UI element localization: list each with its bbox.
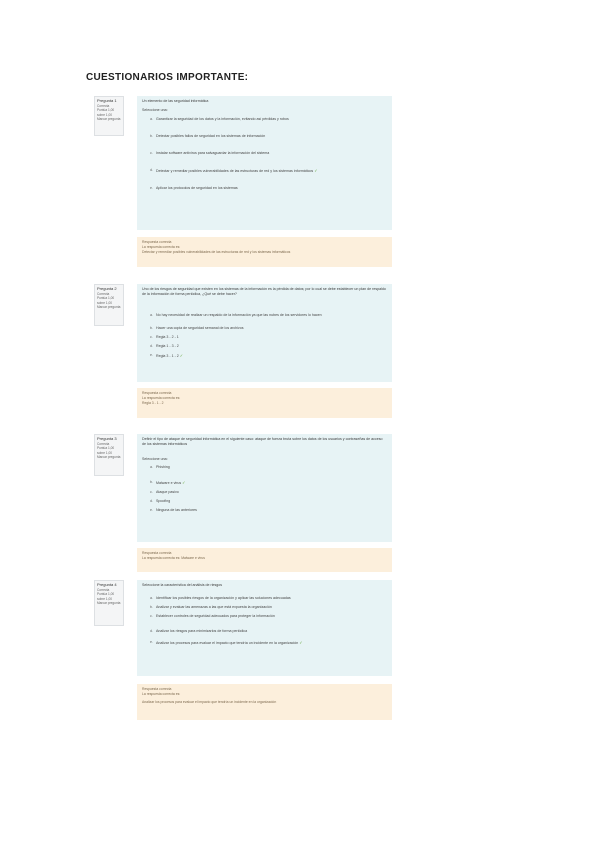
flag-question-link[interactable]: Marcar pregunta <box>97 601 121 606</box>
option-text: Phishing <box>156 465 170 469</box>
question-grade: Puntúa 1,00 sobre 1,00 <box>97 108 115 117</box>
option-text: Analizar los riesgos para minimizarlos de forma periódica <box>156 629 248 633</box>
answer-option[interactable] <box>150 605 387 610</box>
question-number: Pregunta 4 <box>97 582 117 587</box>
option-letter: c. <box>150 614 153 618</box>
question-content <box>137 96 392 230</box>
flag-question-link[interactable]: Marcar pregunta <box>97 455 121 460</box>
question-content <box>137 580 392 676</box>
question-prompt: Seleccione una: <box>142 108 168 112</box>
option-letter: e. <box>150 186 153 190</box>
option-text: Regla 3 - 1 - 2 <box>156 354 179 358</box>
option-letter: e. <box>150 508 153 512</box>
option-letter: c. <box>150 335 153 339</box>
checkmark-icon: ✓ <box>314 168 318 173</box>
option-text: Establecer controles de seguridad adecuados para proteger la información <box>156 614 275 618</box>
option-text: Ataque pasivo <box>156 490 179 494</box>
answer-option[interactable] <box>150 134 387 139</box>
option-text: Aplicar los protocolos de seguridad en los sistemas <box>156 186 238 190</box>
question-1 <box>94 96 392 276</box>
option-text: Regla 3 - 2 - 1 <box>156 335 179 339</box>
flag-question-link[interactable]: Marcar pregunta <box>97 117 121 122</box>
feedback-status: Respuesta correcta <box>142 391 172 395</box>
option-letter: d. <box>150 168 153 172</box>
checkmark-icon: ✓ <box>299 640 303 645</box>
option-letter: b. <box>150 134 153 138</box>
option-text: Hacer una copia de seguridad semanal de los archivos <box>156 326 244 330</box>
option-letter: a. <box>150 117 153 121</box>
answer-option[interactable] <box>150 614 387 619</box>
flag-question-link[interactable]: Marcar pregunta <box>97 305 121 310</box>
question-info <box>94 580 124 626</box>
option-letter: a. <box>150 313 153 317</box>
option-letter: a. <box>150 465 153 469</box>
question-text: Definir el tipo de ataque de seguridad informática en el siguiente caso: ataque de fuerza bruta sobre los datos de los usuarios y contraseñas de acceso de los sistemas informáticos <box>142 437 383 446</box>
page-title: CUESTIONARIOS IMPORTANTE: <box>86 72 249 83</box>
answer-option[interactable] <box>150 151 387 156</box>
option-letter: a. <box>150 596 153 600</box>
question-text: Uno de los riesgos de seguridad que existen en los sistemas de la información es la pérdida de datos; por lo cual se debe establecer un plan de respaldo de la información de forma periódica, ¿Qué se debe hacer? <box>142 287 386 296</box>
answer-option[interactable] <box>150 313 387 318</box>
question-info <box>94 96 124 136</box>
checkmark-icon: ✓ <box>182 480 186 485</box>
option-text: Malware e virus <box>156 481 182 485</box>
question-prompt: Seleccione una: <box>142 457 168 461</box>
answer-option[interactable] <box>150 480 387 486</box>
option-text: Analizar los procesos para evaluar el impacto que tendría un incidente en la organización <box>156 641 299 645</box>
question-text: Seleccione la característica del análisis de riesgos <box>142 583 223 587</box>
option-text: Regla 1 - 3 - 2 <box>156 344 179 348</box>
answer-option[interactable] <box>150 508 387 513</box>
feedback-answer: Analizar los procesos para evaluar el impacto que tendría un incidente en la organización <box>142 700 277 704</box>
question-info <box>94 284 124 326</box>
question-2 <box>94 284 392 420</box>
answer-option[interactable] <box>150 335 387 340</box>
option-text: No hay necesidad de realizar un respaldo de la información ya que las nubes de los servidores lo hacen <box>156 313 322 317</box>
question-feedback <box>137 237 392 267</box>
option-text: Ninguna de las anteriores <box>156 508 197 512</box>
option-letter: d. <box>150 629 153 633</box>
question-number: Pregunta 1 <box>97 98 117 103</box>
question-state: Correcta <box>97 103 110 108</box>
answer-option[interactable] <box>150 168 387 174</box>
question-text: Un elemento de las seguridad informática <box>142 99 209 103</box>
feedback-answer: La respuesta correcta es: Malware e virus <box>142 556 205 560</box>
option-text: Garantizar la seguridad de los datos y la información, evitando así pérdidas y robos <box>156 117 289 121</box>
answer-option[interactable] <box>150 490 387 495</box>
checkmark-icon: ✓ <box>179 353 184 358</box>
question-number: Pregunta 3 <box>97 436 117 441</box>
option-letter: b. <box>150 605 153 609</box>
question-grade: Puntúa 1,00 sobre 1,00 <box>97 446 115 455</box>
feedback-status: Respuesta correcta <box>142 240 172 244</box>
option-text: Detectar posibles fallos de seguridad en los sistemas de información <box>156 134 266 138</box>
question-content <box>137 284 392 382</box>
feedback-answer: Regla 3 - 1 - 2 <box>142 401 164 405</box>
answer-option[interactable] <box>150 596 387 601</box>
option-letter: b. <box>150 480 153 484</box>
question-grade: Puntúa 1,00 sobre 1,00 <box>97 592 115 601</box>
answer-option[interactable] <box>150 353 387 359</box>
option-text: Analizar y evaluar las amenazas a las que está expuesta la organización <box>156 605 272 609</box>
option-letter: e. <box>150 353 153 357</box>
option-text: Identificar los posibles riesgos de la organización y aplicar las soluciones adecuadas <box>156 596 291 600</box>
question-feedback <box>137 684 392 720</box>
question-4 <box>94 580 392 722</box>
answer-option[interactable] <box>150 186 387 191</box>
answer-option[interactable] <box>150 465 387 470</box>
feedback-label: La respuesta correcta es: <box>142 396 181 400</box>
question-feedback <box>137 388 392 418</box>
option-letter: b. <box>150 326 153 330</box>
question-content <box>137 434 392 542</box>
answer-option[interactable] <box>150 629 387 634</box>
feedback-answer: Detectar y remediar posibles vulnerabilidades de las estructuras de red y los sistemas informáticos <box>142 250 291 254</box>
feedback-label: La respuesta correcta es: <box>142 692 181 696</box>
answer-option[interactable] <box>150 344 387 349</box>
question-state: Correcta <box>97 291 110 296</box>
question-3 <box>94 434 392 572</box>
option-letter: c. <box>150 490 153 494</box>
option-letter: c. <box>150 151 153 155</box>
question-state: Correcta <box>97 587 110 592</box>
option-text: Spoofing <box>156 499 171 503</box>
option-text: Instalar software antivirus para salvaguardar la información del sistema <box>156 151 270 155</box>
answer-option[interactable] <box>150 117 387 122</box>
option-letter: d. <box>150 499 153 503</box>
feedback-status: Respuesta correcta <box>142 687 172 691</box>
answer-option[interactable] <box>150 326 387 331</box>
feedback-label: La respuesta correcta es: <box>142 245 181 249</box>
answer-option[interactable] <box>150 640 387 646</box>
question-state: Correcta <box>97 441 110 446</box>
question-feedback <box>137 548 392 572</box>
question-info <box>94 434 124 476</box>
feedback-status: Respuesta correcta <box>142 551 172 555</box>
question-grade: Puntúa 1,00 sobre 1,00 <box>97 296 115 305</box>
option-letter: e. <box>150 640 153 644</box>
option-text: Detectar y remediar posibles vulnerabilidades de las estructuras de red y los sistemas informáticos <box>156 169 314 173</box>
answer-option[interactable] <box>150 499 387 504</box>
question-number: Pregunta 2 <box>97 286 117 291</box>
option-letter: d. <box>150 344 153 348</box>
